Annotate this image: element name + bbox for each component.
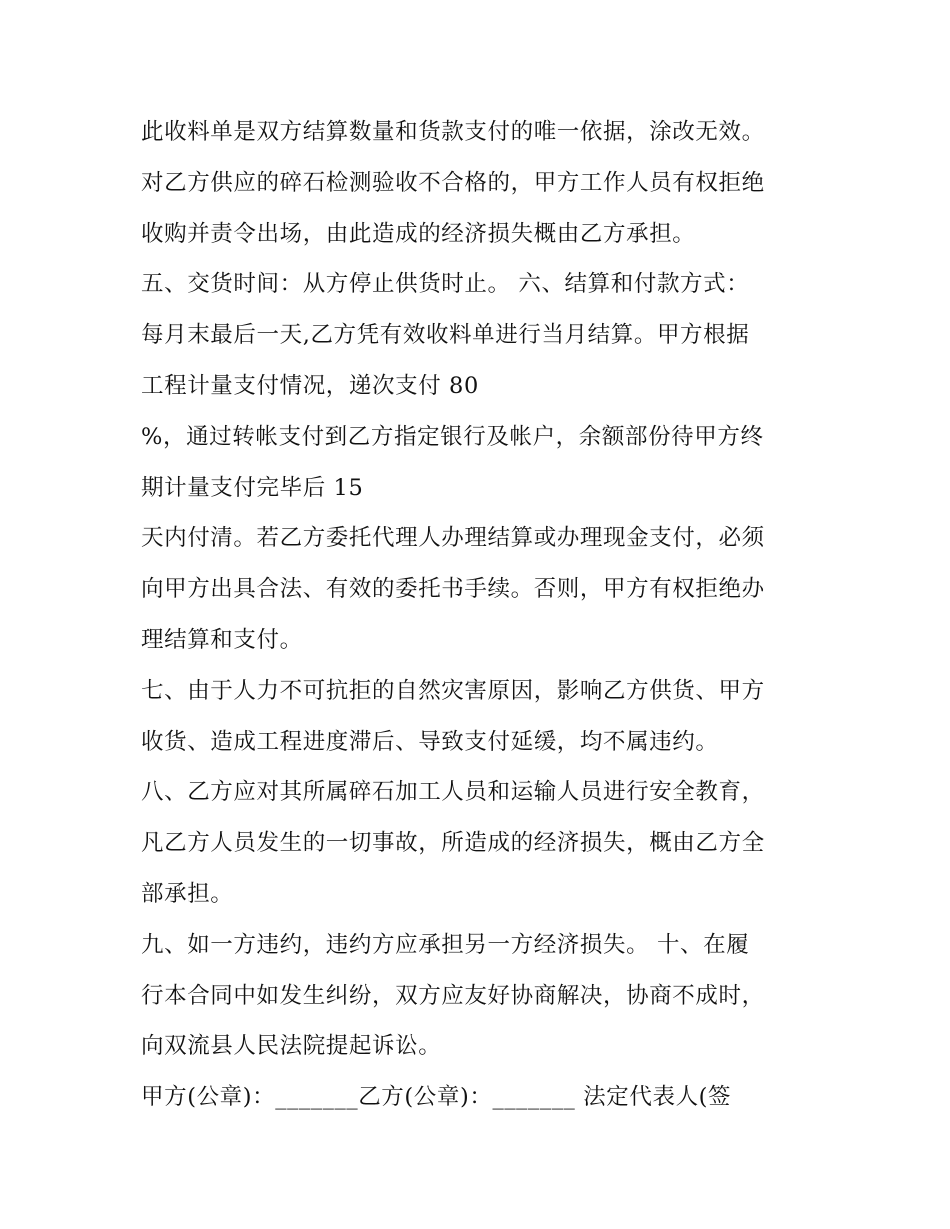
text-line: 收购并责令出场，由此造成的经济损失概由乙方承担。 — [141, 220, 696, 247]
text-line: 九、如一方违约，违约方应承担另一方经济损失。 十、在履 — [141, 931, 750, 958]
contract-text — [141, 107, 841, 1123]
text-line: 天内付清。若乙方委托代理人办理结算或办理现金支付，必须 — [141, 525, 765, 552]
text-line: 向甲方出具合法、有效的委托书手续。否则，甲方有权拒绝办 — [141, 576, 765, 603]
text-line: 每月末最后一天,乙方凭有效收料单进行当月结算。甲方根据 — [141, 322, 750, 349]
text-line: 此收料单是双方结算数量和货款支付的唯一依据，涂改无效。 — [141, 119, 765, 145]
text-line: 收货、造成工程进度滞后、导致支付延缓，均不属违约。 — [141, 728, 719, 755]
text-line: 部承担。 — [141, 880, 234, 907]
text-line: 理结算和支付。 — [141, 626, 303, 653]
text-line: 期计量支付完毕后 15 — [141, 474, 364, 501]
text-line: 五、交货时间：从方停止供货时止。 六、结算和付款方式： — [141, 271, 750, 298]
text-line: 行本合同中如发生纠纷，双方应友好协商解决，协商不成时， — [141, 982, 765, 1009]
text-line: %，通过转帐支付到乙方指定银行及帐户，余额部份待甲方终 — [141, 423, 764, 450]
text-line: 向双流县人民法院提起诉讼。 — [141, 1033, 442, 1060]
text-line: 对乙方供应的碎石检测验收不合格的，甲方工作人员有权拒绝 — [141, 169, 765, 196]
text-line: 七、由于人力不可抗拒的自然灾害原因，影响乙方供货、甲方 — [141, 677, 765, 704]
text-line: 凡乙方人员发生的一切事故，所造成的经济损失，概由乙方全 — [141, 830, 765, 857]
text-line: 工程计量支付情况，递次支付 80 — [141, 372, 479, 399]
signature-line: 甲方(公章)：_______乙方(公章)：_______ 法定代表人(签 — [141, 1084, 732, 1111]
text-line: 八、乙方应对其所属碎石加工人员和运输人员进行安全教育， — [141, 779, 765, 806]
